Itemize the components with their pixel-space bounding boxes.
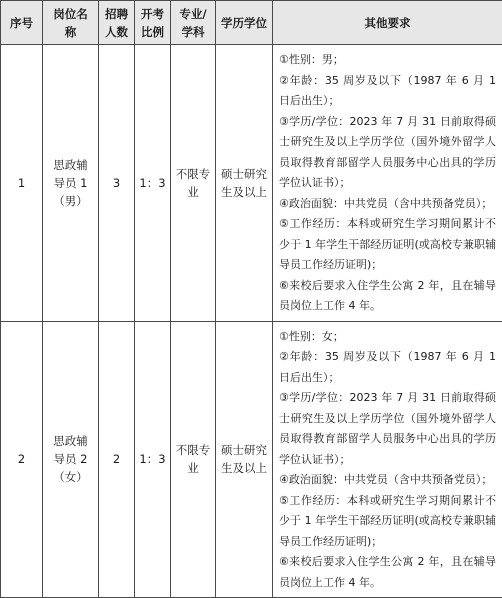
requirement-item: ⑤工作经历：本科或研究生学习期间累计不少于 1 年学生干部经历证明(或高校专兼职辅导员工作经历证明)；	[279, 491, 496, 553]
header-seq: 序号	[1, 1, 43, 45]
cell-position: 思政辅导员 1（男）	[43, 45, 99, 322]
requirement-item: ④政治面貌：中共党员（含中共预备党员）；	[279, 194, 496, 215]
header-major: 专业/学科	[171, 1, 216, 45]
header-row	[1, 1, 502, 45]
table-row	[1, 45, 502, 322]
cell-degree: 硕士研究生及以上	[216, 45, 273, 322]
requirement-item: ⑥来校后要求入住学生公寓 2 年，且在辅导员岗位上工作 4 年。	[279, 552, 496, 593]
cell-exam-ratio: 1：3	[135, 321, 171, 598]
header-degree: 学历学位	[216, 1, 273, 45]
cell-position: 思政辅导员 2（女）	[43, 321, 99, 598]
requirement-item: ⑤工作经历：本科或研究生学习期间累计不少于 1 年学生干部经历证明(或高校专兼职辅导员工作经历证明)；	[279, 214, 496, 276]
header-recruit-count: 招聘人数	[99, 1, 135, 45]
cell-recruit-count: 3	[99, 45, 135, 322]
cell-exam-ratio: 1：3	[135, 45, 171, 322]
cell-seq: 2	[1, 321, 43, 598]
requirement-item: ①性别：男；	[279, 50, 496, 71]
requirement-item: ①性别：女；	[279, 327, 496, 348]
requirement-item: ②年龄：35 周岁及以下（1987 年 6 月 1 日后出生）；	[279, 71, 496, 112]
cell-requirements	[273, 45, 502, 322]
requirement-item: ③学历/学位：2023 年 7 月 31 日前取得硕士研究生及以上学历学位（国外境外留学人员取得教育部留学人员服务中心出具的学历学位认证书）；	[279, 112, 496, 194]
header-position: 岗位名称	[43, 1, 99, 45]
cell-requirements	[273, 321, 502, 598]
header-exam-ratio: 开考比例	[135, 1, 171, 45]
cell-major: 不限专业	[171, 45, 216, 322]
table-row	[1, 321, 502, 598]
requirement-item: ③学历/学位：2023 年 7 月 31 日前取得硕士研究生及以上学历学位（国外境外留学人员取得教育部留学人员服务中心出具的学历学位认证书）；	[279, 388, 496, 470]
cell-seq: 1	[1, 45, 43, 322]
cell-major: 不限专业	[171, 321, 216, 598]
header-other: 其他要求	[273, 1, 502, 45]
requirement-item: ⑥来校后要求入住学生公寓 2 年，且在辅导员岗位上工作 4 年。	[279, 276, 496, 317]
cell-degree: 硕士研究生及以上	[216, 321, 273, 598]
cell-recruit-count: 2	[99, 321, 135, 598]
requirement-item: ②年龄：35 周岁及以下（1987 年 6 月 1 日后出生）；	[279, 347, 496, 388]
requirement-item: ④政治面貌：中共党员（含中共预备党员）；	[279, 470, 496, 491]
